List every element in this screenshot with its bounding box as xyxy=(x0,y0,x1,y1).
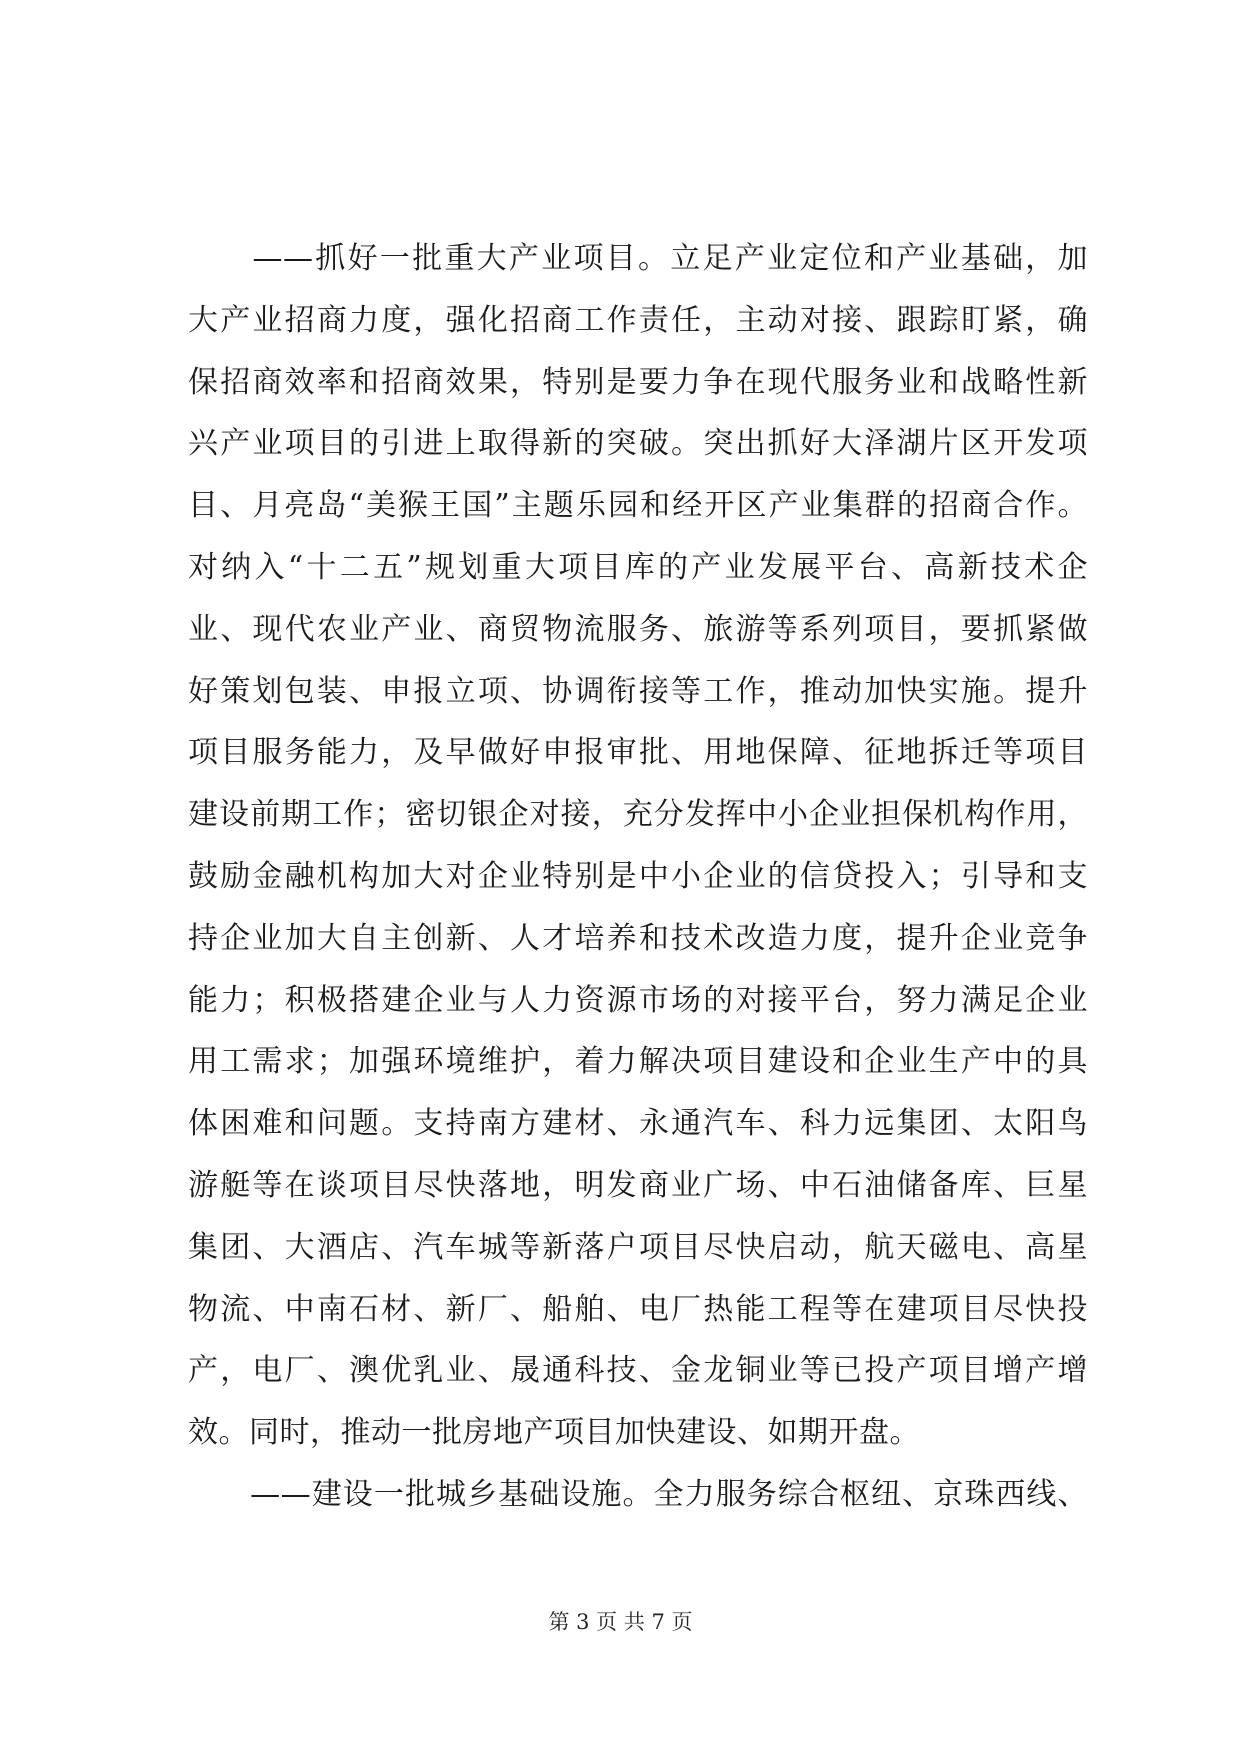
text-line: 体困难和问题。支持南方建材、永通汽车、科力远集团、太阳鸟 xyxy=(188,1106,1088,1142)
text-line: 项目服务能力，及早做好申报审批、用地保障、征地拆迁等项目 xyxy=(188,735,1088,771)
text-line: 持企业加大自主创新、人才培养和技术改造力度，提升企业竞争 xyxy=(188,920,1088,956)
text-line: 对纳入“十二五”规划重大项目库的产业发展平台、高新技术企 xyxy=(188,549,1088,585)
text-line: 保招商效率和招商效果，特别是要力争在现代服务业和战略性新 xyxy=(188,364,1088,400)
text-line: ——建设一批城乡基础设施。全力服务综合枢纽、京珠西线、 xyxy=(188,1476,1088,1512)
text-line: 鼓励金融机构加大对企业特别是中小企业的信贷投入；引导和支 xyxy=(188,858,1088,894)
text-line: 产，电厂、澳优乳业、晟通科技、金龙铜业等已投产项目增产增 xyxy=(188,1353,1088,1389)
text-line: 建设前期工作；密切银企对接，充分发挥中小企业担保机构作用， xyxy=(188,797,1088,833)
text-line: ——抓好一批重大产业项目。立足产业定位和产业基础，加 xyxy=(188,241,1088,276)
text-line: 好策划包装、申报立项、协调衔接等工作，推动加快实施。提升 xyxy=(188,673,1088,709)
text-line: 目、月亮岛“美猴王国”主题乐园和经开区产业集群的招商合作。 xyxy=(188,488,1088,524)
text-line: 业、现代农业产业、商贸物流服务、旅游等系列项目，要抓紧做 xyxy=(188,611,1088,647)
page-number-footer: 第 3 页 共 7 页 xyxy=(548,1610,693,1634)
text-line: 游艇等在谈项目尽快落地，明发商业广场、中石油储备库、巨星 xyxy=(188,1167,1088,1203)
text-line: 兴产业项目的引进上取得新的突破。突出抓好大泽湖片区开发项 xyxy=(188,426,1088,462)
text-line: 能力；积极搭建企业与人力资源市场的对接平台，努力满足企业 xyxy=(188,982,1088,1018)
body-text xyxy=(188,228,1088,1526)
text-line: 物流、中南石材、新厂、船舶、电厂热能工程等在建项目尽快投 xyxy=(188,1291,1088,1327)
text-line: 效。同时，推动一批房地产项目加快建设、如期开盘。 xyxy=(188,1415,920,1451)
text-line: 大产业招商力度，强化招商工作责任，主动对接、跟踪盯紧，确 xyxy=(188,302,1088,338)
text-line: 用工需求；加强环境维护，着力解决项目建设和企业生产中的具 xyxy=(188,1044,1088,1080)
text-line: 集团、大酒店、汽车城等新落户项目尽快启动，航天磁电、高星 xyxy=(188,1229,1088,1265)
